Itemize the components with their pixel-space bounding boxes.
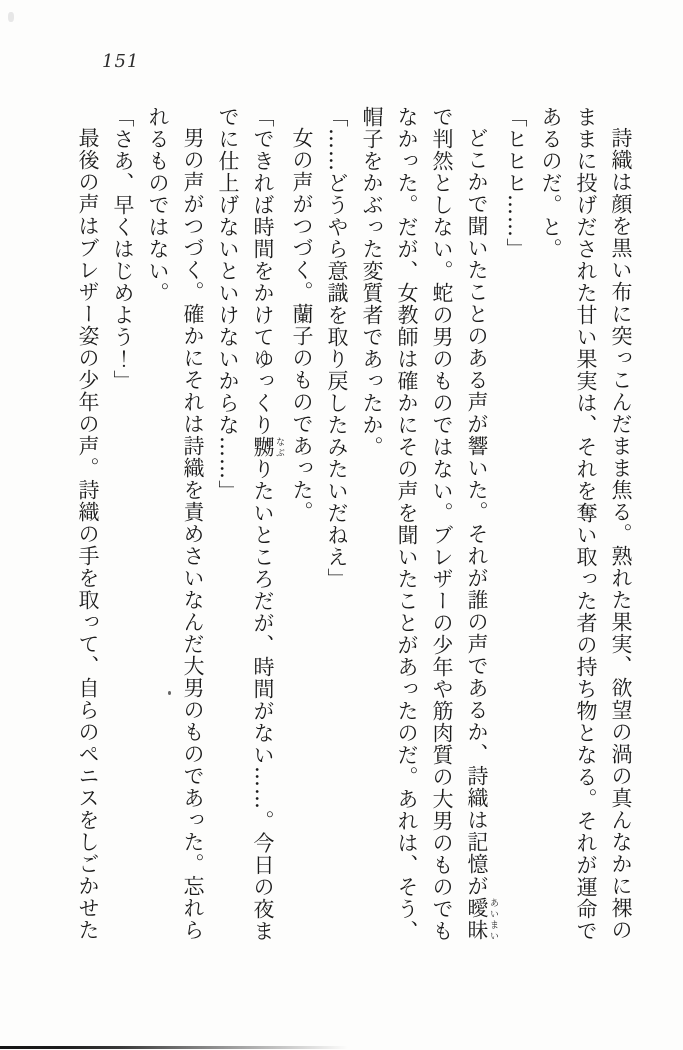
- text-line: 最後の声はブレザー姿の少年の声。詩織の手を取って、自らのペニスをしごかせた: [76, 127, 100, 941]
- text-line: れるものではない。: [146, 106, 170, 304]
- text-line: なかった。だが、女教師は確かにその声を聞いたことがあったのだ。あれは、そう、: [395, 106, 419, 942]
- text-line: で判然としない。蛇の男のものではない。ブレザーの少年や筋肉質の大男のものでも: [430, 106, 454, 942]
- text-line: 女の声がつづく。蘭子のものであった。: [290, 127, 314, 523]
- text-line: 詩織は顔を黒い布に突っこんだまま焦る。熟れた果実、欲望の渦の真んなかに裸の: [609, 127, 633, 941]
- text-line: 「さあ、早くはじめよう！」: [111, 106, 135, 392]
- text-line: どこかで聞いたことのある声が響いた。それが誰の声であるか、詩織は記憶が曖昧 あいまい: [465, 127, 498, 941]
- text-line: 帽子をかぶった変質者であったか。: [360, 106, 384, 458]
- text-line: ままに投げだされた甘い果実は、それを奪い取った者の持ち物となる。それが運命で: [574, 106, 598, 942]
- page-number: 151: [102, 51, 140, 72]
- scan-smudge: [8, 12, 14, 22]
- text-line: あるのだ。と。: [539, 106, 563, 260]
- furigana-ruby: 曖昧 あいまい: [465, 897, 498, 941]
- text-line: 男の声がつづく。確かにそれは詩織を責めさいなんだ大男のものであった。忘れら: [181, 127, 205, 941]
- text-line: 「ヒヒヒ……」: [504, 106, 528, 260]
- print-artifact-dot: [168, 691, 171, 695]
- text-line: でに仕上げないといけないからな……」: [216, 106, 240, 502]
- text-line: 「……どうやら意識を取り戻したみたいだねえ」: [325, 106, 349, 590]
- text-block: [70, 106, 638, 946]
- text-line: 「できれば時間をかけてゆっくり嬲 なぶりたいところだが、時間がない……。今日の夜ま: [251, 106, 284, 942]
- page-bottom-scan-edge: [0, 1046, 348, 1049]
- furigana-ruby: 嬲 なぶ: [251, 436, 284, 458]
